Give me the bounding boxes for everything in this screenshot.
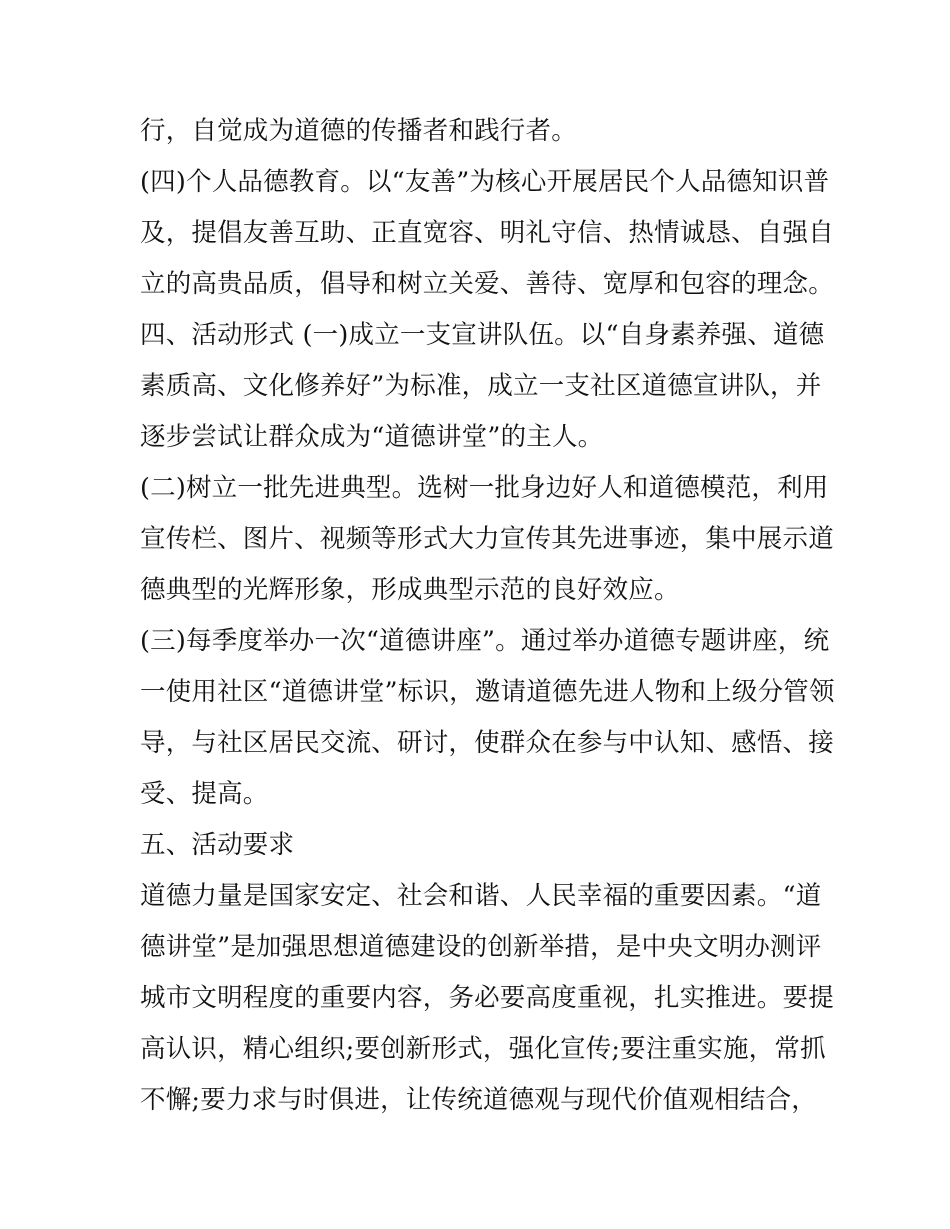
text-line: 高认识，精心组织;要创新形式，强化宣传;要注重实施，常抓 — [140, 1034, 826, 1064]
text-line: 及，提倡友善互助、正直宽容、明礼守信、热情诚恳、自强自 — [140, 218, 834, 248]
text-line: 素质高、文化修养好”为标准，成立一支社区道德宣讲队，并 — [140, 371, 822, 401]
text-line: (四)个人品德教育。以“友善”为核心开展居民个人品德知识普 — [140, 167, 830, 197]
text-line: 一使用社区“道德讲堂”标识，邀请道德先进人物和上级分管领 — [140, 677, 835, 707]
text-line: (三)每季度举办一次“道德讲座”。通过举办道德专题讲座，统 — [140, 626, 830, 656]
text-line: 道德力量是国家安定、社会和谐、人民幸福的重要因素。“道 — [140, 881, 822, 911]
text-line: 德讲堂”是加强思想道德建设的创新举措，是中央文明办测评 — [140, 932, 822, 962]
document-body — [140, 106, 835, 1126]
section-heading-activity-requirements: 五、活动要求 — [140, 830, 295, 860]
text-line: 宣传栏、图片、视频等形式大力宣传其先进事迹，集中展示道 — [140, 524, 834, 554]
text-line: (二)树立一批先进典型。选树一批身边好人和道德模范，利用 — [140, 473, 829, 503]
text-line: 不懈;要力求与时俱进，让传统道德观与现代价值观相结合， — [140, 1085, 817, 1115]
text-line: 导，与社区居民交流、研讨，使群众在参与中认知、感悟、接 — [140, 728, 834, 758]
text-line: 城市文明程度的重要内容，务必要高度重视，扎实推进。要提 — [140, 983, 834, 1013]
text-line: 受、提高。 — [140, 779, 269, 809]
text-line: 立的高贵品质，倡导和树立关爱、善待、宽厚和包容的理念。 — [140, 269, 834, 299]
section-heading-activity-forms: 四、活动形式 (一)成立一支宣讲队伍。以“自身素养强、道德 — [140, 320, 825, 350]
text-line: 德典型的光辉形象，形成典型示范的良好效应。 — [140, 575, 680, 605]
text-line: 逐步尝试让群众成为“道德讲堂”的主人。 — [140, 422, 604, 452]
text-line: 行，自觉成为道德的传播者和践行者。 — [140, 116, 577, 146]
